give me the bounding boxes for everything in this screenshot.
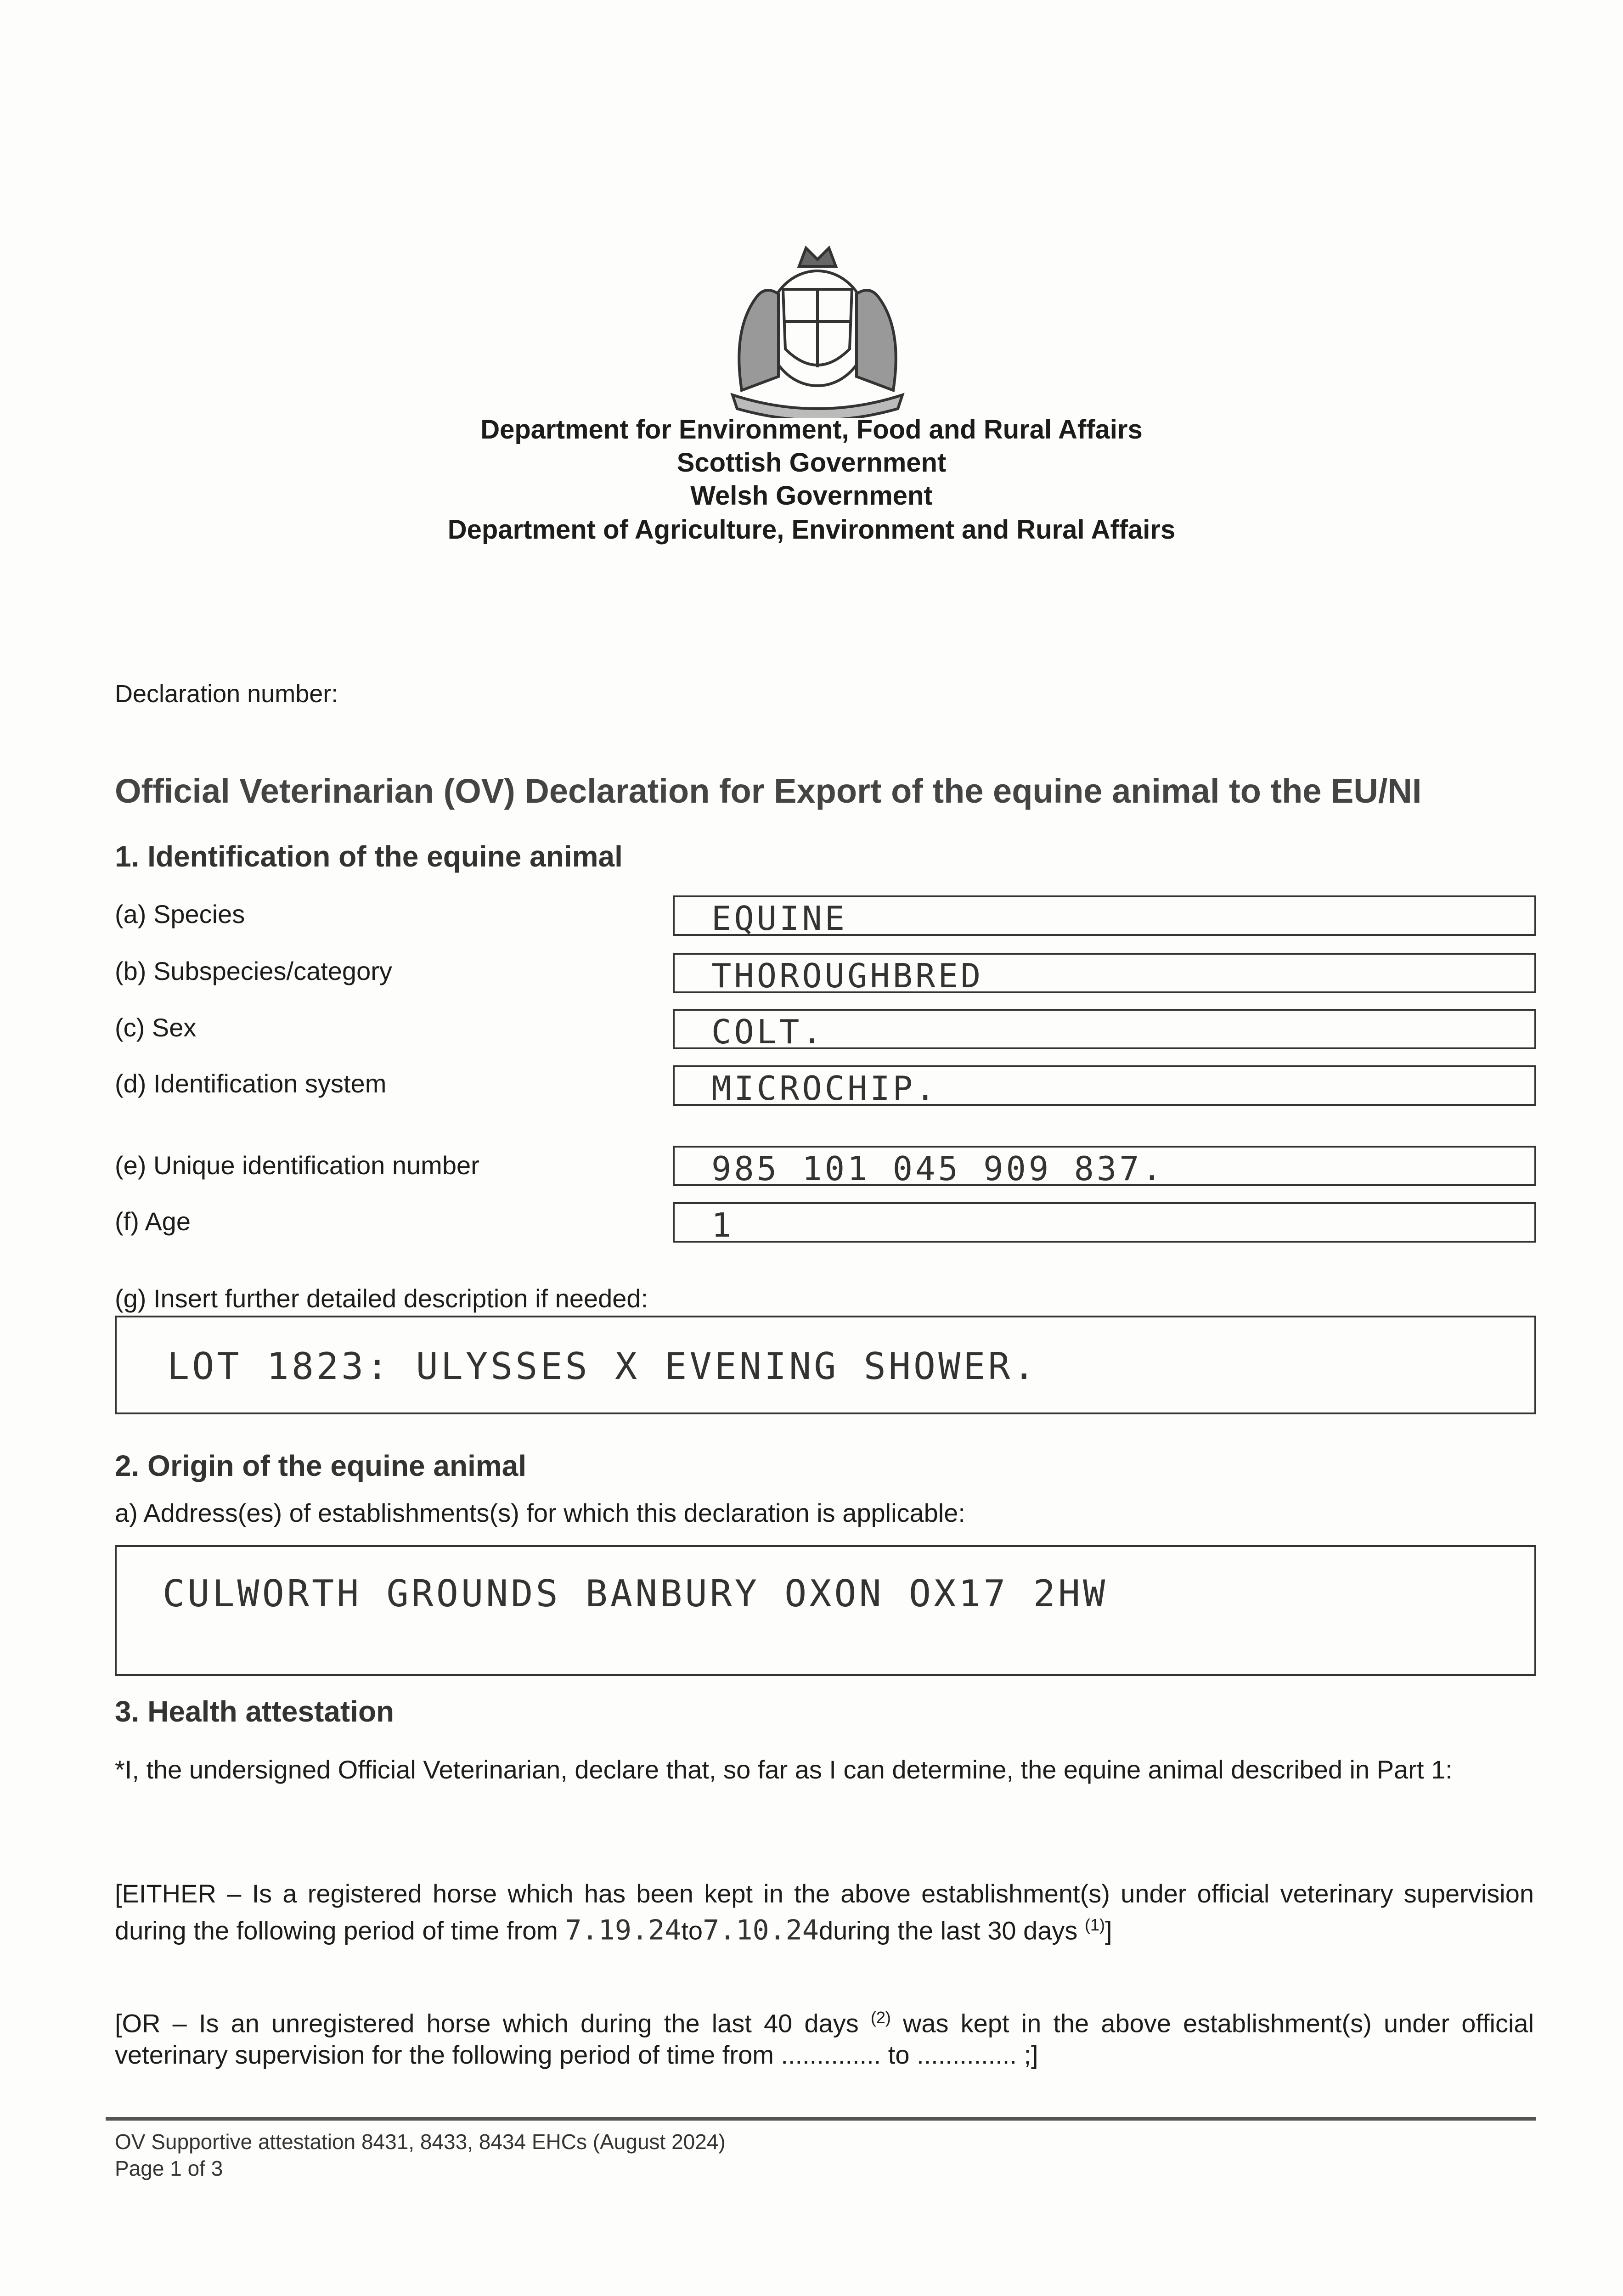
either-to-date: 7.10.24 [703,1914,819,1947]
subspecies-field [673,953,1536,993]
section-2-heading: 2. Origin of the equine animal [115,1449,527,1482]
sex-label: (c) Sex [115,1013,197,1042]
either-from-date: 7.19.24 [565,1914,682,1947]
age-value: 1 [711,1206,734,1244]
header-line-defra: Department for Environment, Food and Rural Affairs [480,415,1143,445]
header-line-welsh-government: Welsh Government [690,481,933,511]
species-value: EQUINE [711,899,848,938]
identification-system-field [673,1065,1536,1106]
declaration-number-label: Declaration number: [115,680,338,708]
header-line-scottish-government: Scottish Government [676,448,947,478]
description-box [115,1316,1536,1414]
page-title: Official Veterinarian (OV) Declaration for Export of the equine animal to the EU/NI [115,772,1422,810]
age-label: (f) Age [115,1207,191,1236]
footer-divider [106,2117,1536,2121]
age-field [673,1202,1536,1243]
sex-value: COLT. [711,1013,825,1051]
subspecies-value: THOROUGHBRED [711,957,984,995]
either-to-word: to [681,1916,703,1945]
species-field [673,895,1536,936]
footer-attestation-ref: OV Supportive attestation 8431, 8433, 8434 EHCs (August 2024) [115,2130,726,2154]
or-clause [115,2002,1534,2071]
section-3-heading: 3. Health attestation [115,1695,394,1728]
address-value: CULWORTH GROUNDS BANBURY OXON OX17 2HW [163,1572,1108,1615]
unique-id-field [673,1146,1536,1186]
unique-id-label: (e) Unique identification number [115,1151,479,1180]
header-line-daera: Department of Agriculture, Environment and Rural Affairs [447,515,1176,545]
either-clause-end: ] [1105,1916,1112,1945]
or-clause-text: [OR – Is an unregistered horse which during the last 40 days [115,2009,871,2038]
address-label: a) Address(es) of establishments(s) for which this declaration is applicable: [115,1498,965,1527]
description-label: (g) Insert further detailed description if needed: [115,1284,648,1313]
either-clause-text: [EITHER – Is a registered horse which has been kept in the above establishment(s) under official veterinary supervision during the following period of time from [115,1879,1534,1945]
sex-field [673,1009,1536,1049]
identification-system-label: (d) Identification system [115,1069,387,1098]
section-1-heading: 1. Identification of the equine animal [115,840,623,873]
health-attestation-intro: *I, the undersigned Official Veterinarian, declare that, so far as I can determine, the equine animal described in Part 1: [115,1755,1453,1784]
species-label: (a) Species [115,900,245,929]
subspecies-label: (b) Subspecies/category [115,957,392,985]
address-box [115,1545,1536,1676]
unique-id-value: 985 101 045 909 837. [711,1149,1165,1188]
description-value: LOT 1823: ULYSSES X EVENING SHOWER. [167,1345,1038,1388]
either-clause [115,1878,1534,1947]
footer-page-number: Page 1 of 3 [115,2156,223,2180]
or-footnote-ref: (2) [870,2008,891,2027]
or-clause-text-2: was kept in the above establishment(s) under official veterinary supervision for the following period of time from .............. to .............. ;] [115,2009,1534,2069]
royal-coat-of-arms-icon [714,239,921,418]
identification-system-value: MICROCHIP. [711,1069,938,1108]
either-clause-text-2: during the last 30 days [818,1916,1085,1945]
either-footnote-ref: (1) [1084,1915,1105,1934]
